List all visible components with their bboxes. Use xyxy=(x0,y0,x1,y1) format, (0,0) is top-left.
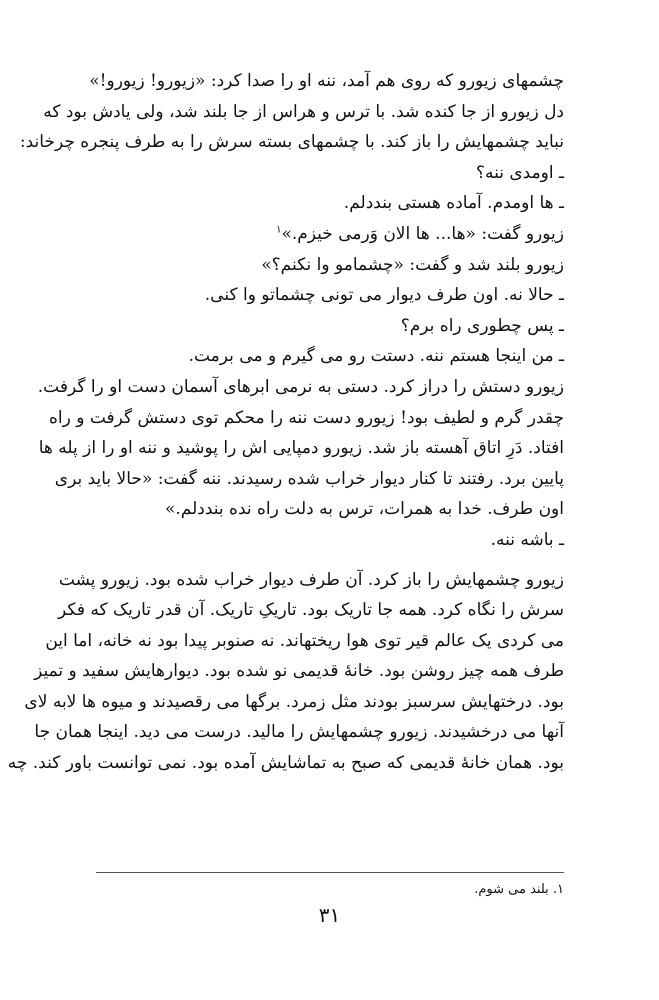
text-line-14: پایین برد. رفتند تا کنار دیوار خراب شده رسیدند. ننه گفت: «حالا باید بری xyxy=(54,468,564,489)
text-line-9: ـ پس چطوری راه برم؟ xyxy=(400,315,564,336)
text-line-1: چشمهای زیورو که روی هم آمد، ننه او را صدا کرد: «زیورو! زیورو!» xyxy=(89,71,564,91)
footnote-divider xyxy=(96,872,564,873)
page-number: ۳۱ xyxy=(318,903,341,927)
text-line-11: زیورو دستش را دراز کرد. دستی به نرمی ابرهای آسمان دست او را گرفت. xyxy=(37,376,564,397)
text-line-12: چقدر گرم و لطیف بود! زیورو دست ننه را محکم توی دستش گرفت و راه xyxy=(49,407,564,428)
text-line-18: سرش را نگاه کرد. همه جا تاریک بود. تاریکِ تاریک. آن قدر تاریک که فکر xyxy=(58,600,564,621)
footnote: ۱. بلند می شوم. xyxy=(474,882,564,897)
text-line-15: اون طرف. خدا به همرات، ترس به دلت راه نده بنددلم.» xyxy=(165,499,564,520)
text-line-4: ـ اومدی ننه؟ xyxy=(475,162,564,183)
text-line-22: آنها می درخشیدند. زیورو چشمهایش را مالید. درست می دید. اینجا همان جا xyxy=(34,722,564,743)
text-line-20: طرف همه چیز روشن بود. خانهٔ قدیمی نو شده بود. دیوارهایش سفید و تمیز xyxy=(34,661,564,682)
text-line-6-content: زیورو گفت: «ها... ها الان وَرمی خیزم.» xyxy=(281,223,564,244)
text-line-16: ـ باشه ننه. xyxy=(490,529,564,550)
text-line-10: ـ من اینجا هستم ننه. دستت رو می گیرم و می برمت. xyxy=(188,346,564,367)
text-line-21: بود. درختهایش سرسبز بودند مثل زمرد. برگها می رقصیدند و میوه ها لابه لای xyxy=(24,691,564,712)
text-line-19: می کردی یک عالم قیر توی هوا ریختهاند. نه صنوبر پیدا بود نه خانه، اما این xyxy=(45,630,564,651)
text-line-5: ـ ها اومدم. آماده هستی بنددلم. xyxy=(343,193,564,214)
text-line-8: ـ حالا نه. اون طرف دیوار می تونی چشماتو وا کنی. xyxy=(204,285,564,306)
text-line-17: زیورو چشمهایش را باز کرد. آن طرف دیوار خراب شده بود. زیورو پشت xyxy=(58,569,564,590)
text-line-13: افتاد. دَرِ اتاق آهسته باز شد. زیورو دمپایی اش را پوشید و ننه او را از پله ها xyxy=(38,438,564,459)
footnote-marker: ۱ xyxy=(276,224,282,236)
text-line-2: دل زیورو از جا کنده شد. با ترس و هراس از جا بلند شد، ولی یادش بود که xyxy=(43,101,564,122)
body-text xyxy=(7,66,564,779)
text-line-6 xyxy=(96,219,564,250)
text-line-7: زیورو بلند شد و گفت: «چشمامو وا نکنم؟» xyxy=(261,254,564,275)
text-line-3: نباید چشمهایش را باز کند. با چشمهای بسته سرش را به طرف پنجره چرخاند: xyxy=(19,132,564,153)
text-line-23: بود. همان خانهٔ قدیمی که صبح به تماشایش آمده بود. نمی توانست باور کند. چه xyxy=(7,753,564,774)
